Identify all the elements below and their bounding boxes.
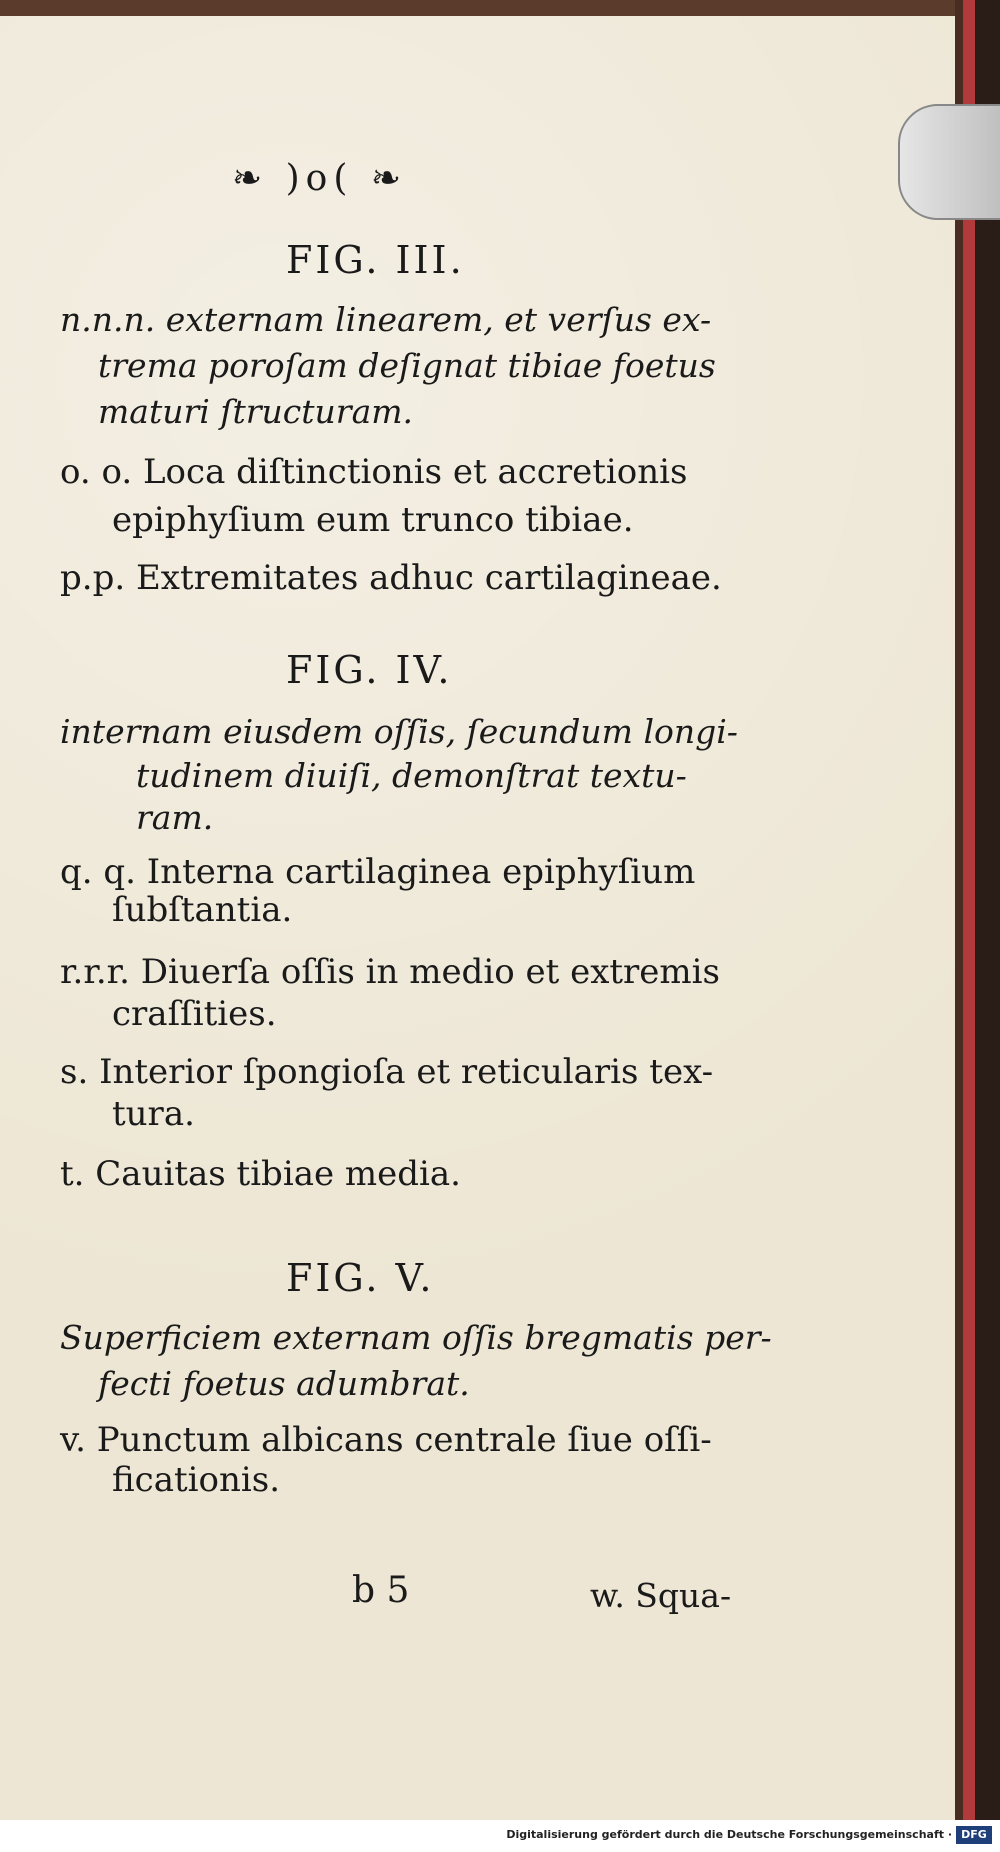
page-clip <box>898 104 1000 220</box>
entry-line: tura. <box>112 1094 195 1134</box>
page-header-ornament: ❧ )o( ❧ <box>232 158 407 199</box>
footer-credit: Digitalisierung gefördert durch die Deutsche Forschungsgemeinschaft · <box>506 1828 952 1841</box>
entry-line: v. Punctum albicans centrale ſiue oſſi- <box>60 1420 712 1460</box>
entry-line: fecti foetus adumbrat. <box>98 1364 470 1403</box>
catchword: w. Squa- <box>590 1576 732 1615</box>
entry-line: p.p. Extremitates adhuc cartilagineae. <box>60 558 722 598</box>
entry-line: ficationis. <box>112 1460 281 1500</box>
signature-mark: b 5 <box>352 1570 410 1611</box>
entry-line: maturi ſtructuram. <box>98 392 414 431</box>
entry-line: epiphyſium eum trunco tibiae. <box>112 500 634 540</box>
entry-line: ſubſtantia. <box>112 890 293 930</box>
entry-line: q. q. Interna cartilaginea epiphyſium <box>60 852 696 892</box>
dfg-logo: DFG <box>956 1826 992 1844</box>
entry-line: craſſities. <box>112 994 277 1034</box>
entry-line: ram. <box>136 798 214 837</box>
book-edge <box>955 0 1000 1820</box>
entry-line: r.r.r. Diuerſa oſſis in medio et extremis <box>60 952 720 992</box>
digitization-footer <box>0 1820 1000 1852</box>
entry-line: Superficiem externam oſſis bregmatis per- <box>60 1318 772 1357</box>
entry-line: s. Interior ſpongioſa et reticularis tex- <box>60 1052 714 1092</box>
figure-title: FIG. V. <box>286 1256 435 1300</box>
entry-line: trema poroſam deſignat tibiae foetus <box>98 346 716 385</box>
figure-title: FIG. IV. <box>286 648 453 692</box>
entry-line: tudinem diuiſi, demonſtrat textu- <box>136 756 687 795</box>
entry-line: n.n.n. externam linearem, et verſus ex- <box>60 300 712 339</box>
entry-line: internam eiusdem oſſis, ſecundum longi- <box>60 712 738 751</box>
entry-line: o. o. Loca diſtinctionis et accretionis <box>60 452 688 492</box>
entry-line: t. Cauitas tibiae media. <box>60 1154 461 1194</box>
figure-title: FIG. III. <box>286 238 465 282</box>
